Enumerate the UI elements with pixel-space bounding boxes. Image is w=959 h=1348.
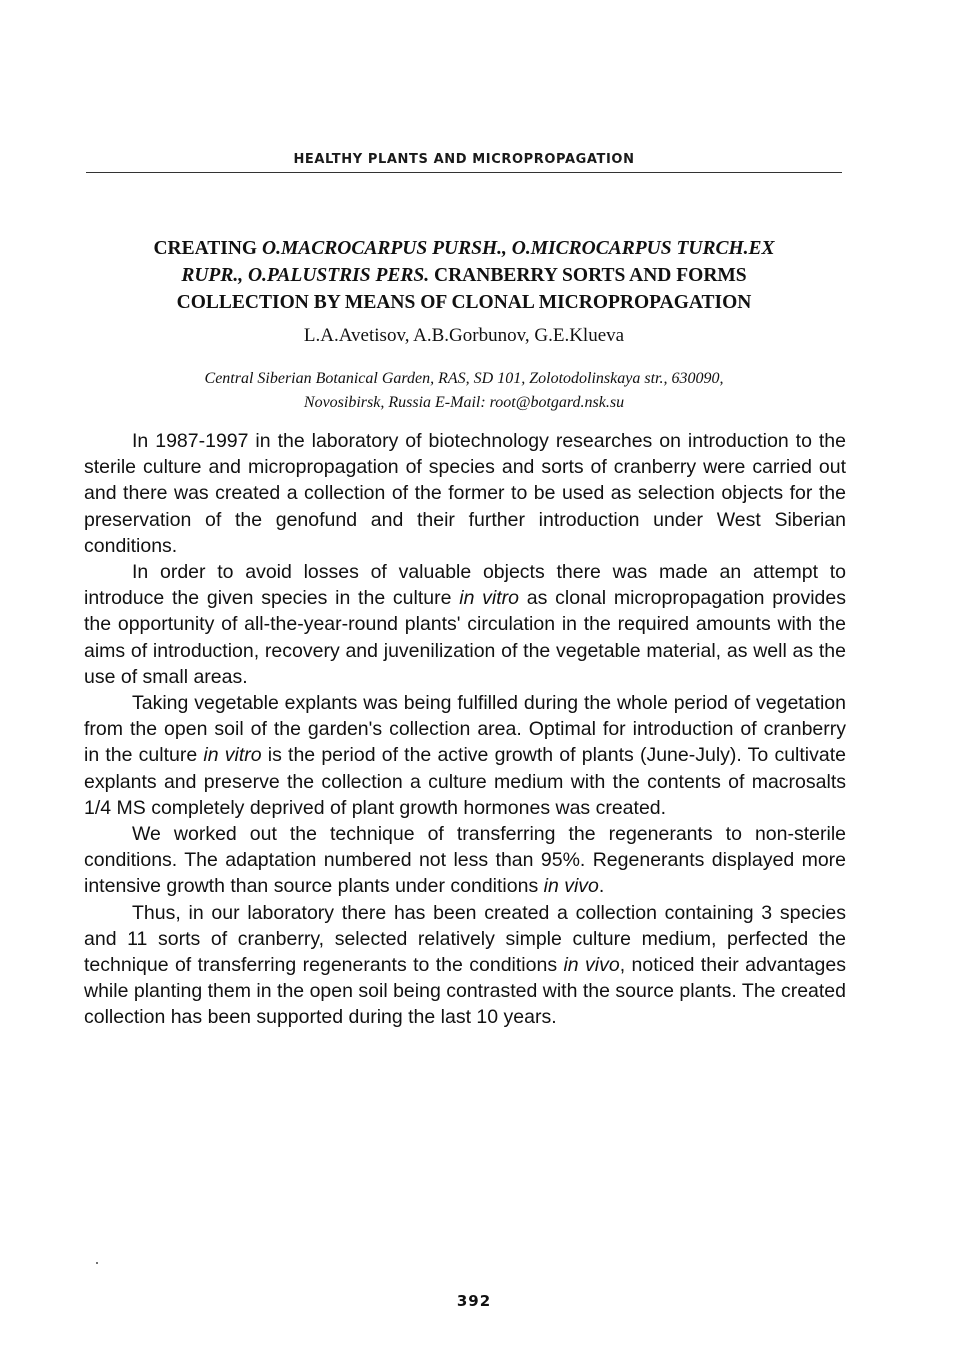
paragraph-2-text-b: as clonal micropropagation provides the opportunity of all-the-year-round plants' circulation in the required amounts with the aims of introduction, recovery and juvenilization of the vegetable material, as well as the use of small areas. — [84, 587, 846, 688]
page-number: 392 — [456, 1292, 492, 1310]
header-rule — [86, 172, 842, 173]
affiliation-line-2: Novosibirsk, Russia E-Mail: root@botgard.nsk.su — [303, 394, 625, 411]
paragraph-5-text-b: , noticed their advantages while planting them in the open soil being contrasted with the source plants. The created collection has been supported during the last 10 years. — [84, 954, 846, 1029]
title-line-1a: CREATING — [153, 238, 262, 259]
paragraph-4-text-a: We worked out the technique of transferring the regenerants to non-sterile conditions. The adaptation numbered not less than 95%. Regenerants displayed more intensive growth than source plants under conditions — [84, 823, 846, 898]
paragraph-2-text-a: In order to avoid losses of valuable objects there was made an attempt to introduce the given species in the culture — [84, 561, 846, 610]
article-title — [86, 235, 842, 316]
paragraph-5 — [84, 900, 846, 1031]
title-line-1b: O.MACROCARPUS PURSH., O.MICROCARPUS TURCH.EX — [261, 238, 775, 259]
paragraph-3-italic: in vitro — [203, 744, 262, 767]
paragraph-2 — [84, 559, 846, 690]
title-line-3: COLLECTION BY MEANS OF CLONAL MICROPROPAGATION — [176, 292, 752, 313]
paragraph-3-text-a: Taking vegetable explants was being fulfilled during the whole period of vegetation from the open soil of the garden's collection area. Optimal for introduction of cranberry in the culture — [84, 692, 846, 767]
paragraph-3 — [84, 690, 846, 821]
paragraph-2-italic: in vitro — [459, 587, 520, 610]
title-line-2a: RUPR., O.PALUSTRIS PERS. — [181, 265, 430, 286]
authors: L.A.Avetisov, A.B.Gorbunov, G.E.Klueva — [303, 325, 625, 346]
paragraph-4-text-b: . — [598, 875, 605, 898]
affiliation — [86, 367, 842, 415]
paragraph-3-text-b: is the period of the active growth of plants (June-July). To cultivate explants and preserve the collection a culture medium with the contents of macrosalts 1/4 MS completely deprived of plant growth hormones was created. — [84, 744, 846, 819]
paragraph-5-italic: in vivo — [563, 954, 620, 977]
paragraph-1: In 1987-1997 in the laboratory of biotechnology researches on introduction to the sterile culture and micropropagation of species and sorts of cranberry were carried out and there was created a collection of the former to be used as selection objects for the preservation of the genofund and their further introduction under West Siberian conditions. — [84, 430, 846, 557]
paragraph-5-text-a: Thus, in our laboratory there has been created a collection containing 3 species and 11 sorts of cranberry, selected relatively simple culture medium, perfected the technique of transferring regenerants to the conditions — [84, 901, 846, 977]
paragraph-4-italic: in vivo — [543, 875, 599, 898]
running-head: HEALTHY PLANTS AND MICROPROPAGATION — [293, 152, 635, 167]
paragraph-4 — [84, 821, 846, 900]
scan-speck — [96, 1262, 98, 1264]
affiliation-line-1: Central Siberian Botanical Garden, RAS, SD 101, Zolotodolinskaya str., 630090, — [204, 370, 724, 387]
article-body — [84, 428, 846, 1031]
title-line-2b: CRANBERRY SORTS AND FORMS — [429, 265, 747, 286]
